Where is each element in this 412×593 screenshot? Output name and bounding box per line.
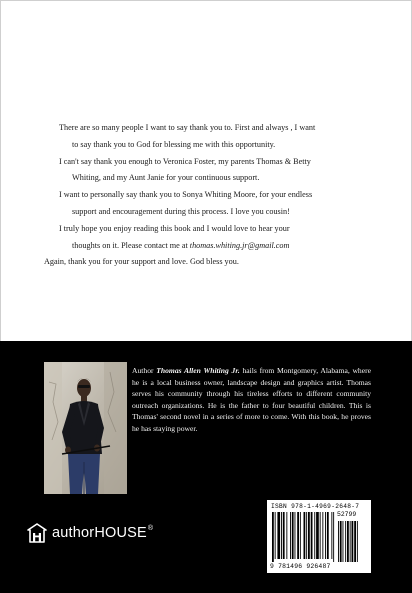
ack-line: I want to personally say thank you to Sonya Whiting Moore, for your endless xyxy=(59,190,313,200)
barcode-icon xyxy=(270,512,368,563)
bio-text: hails from Montgomery, Alabama, where he is a local business owner, landscape design and graphics artist. Thomas serves his community through his tireless efforts to different community outreach organizations. He is the father to four beautiful children. This is Thomas' second novel in a series of more to come. With this book, he proves he has staying power. xyxy=(132,366,371,433)
ack-line: Again, thank you for your support and love. God bless you. xyxy=(44,257,239,267)
author-photo-image xyxy=(44,362,127,494)
ack-line-text: thoughts on it. Please contact me at xyxy=(72,240,188,250)
author-name: Thomas Allen Whiting Jr. xyxy=(156,366,240,375)
ack-line: I can't say thank you enough to Veronica Foster, my parents Thomas & Betty xyxy=(59,156,311,166)
ack-line: support and encouragement during this process. I love you cousin! xyxy=(72,206,290,216)
ack-line: I truly hope you enjoy reading this book and I would love to hear your xyxy=(59,223,290,233)
ack-line xyxy=(44,238,374,255)
registered-mark: ® xyxy=(147,524,154,532)
ack-line: to say thank you to God for blessing me with this opportunity. xyxy=(72,139,276,149)
barcode-block xyxy=(267,500,371,573)
author-email: thomas.whiting.jr@gmail.com xyxy=(189,240,290,250)
publisher-name: authorHOUSE xyxy=(52,525,147,541)
house-icon xyxy=(27,523,47,543)
bio-lead: Author xyxy=(132,366,154,375)
isbn-text: ISBN 978-1-4969-2648-7 xyxy=(271,503,360,510)
acknowledgements-text xyxy=(44,120,374,271)
publisher-logo xyxy=(27,522,153,544)
ean-number: 9 781496 926487 xyxy=(270,563,331,570)
ack-line: There are so many people I want to say thank you to. First and always , I want xyxy=(59,123,316,132)
price-addon-number: 52799 xyxy=(337,511,357,518)
author-photo xyxy=(44,362,127,494)
ack-line: Whiting, and my Aunt Janie for your continuous support. xyxy=(72,173,260,183)
author-bio xyxy=(132,365,371,435)
